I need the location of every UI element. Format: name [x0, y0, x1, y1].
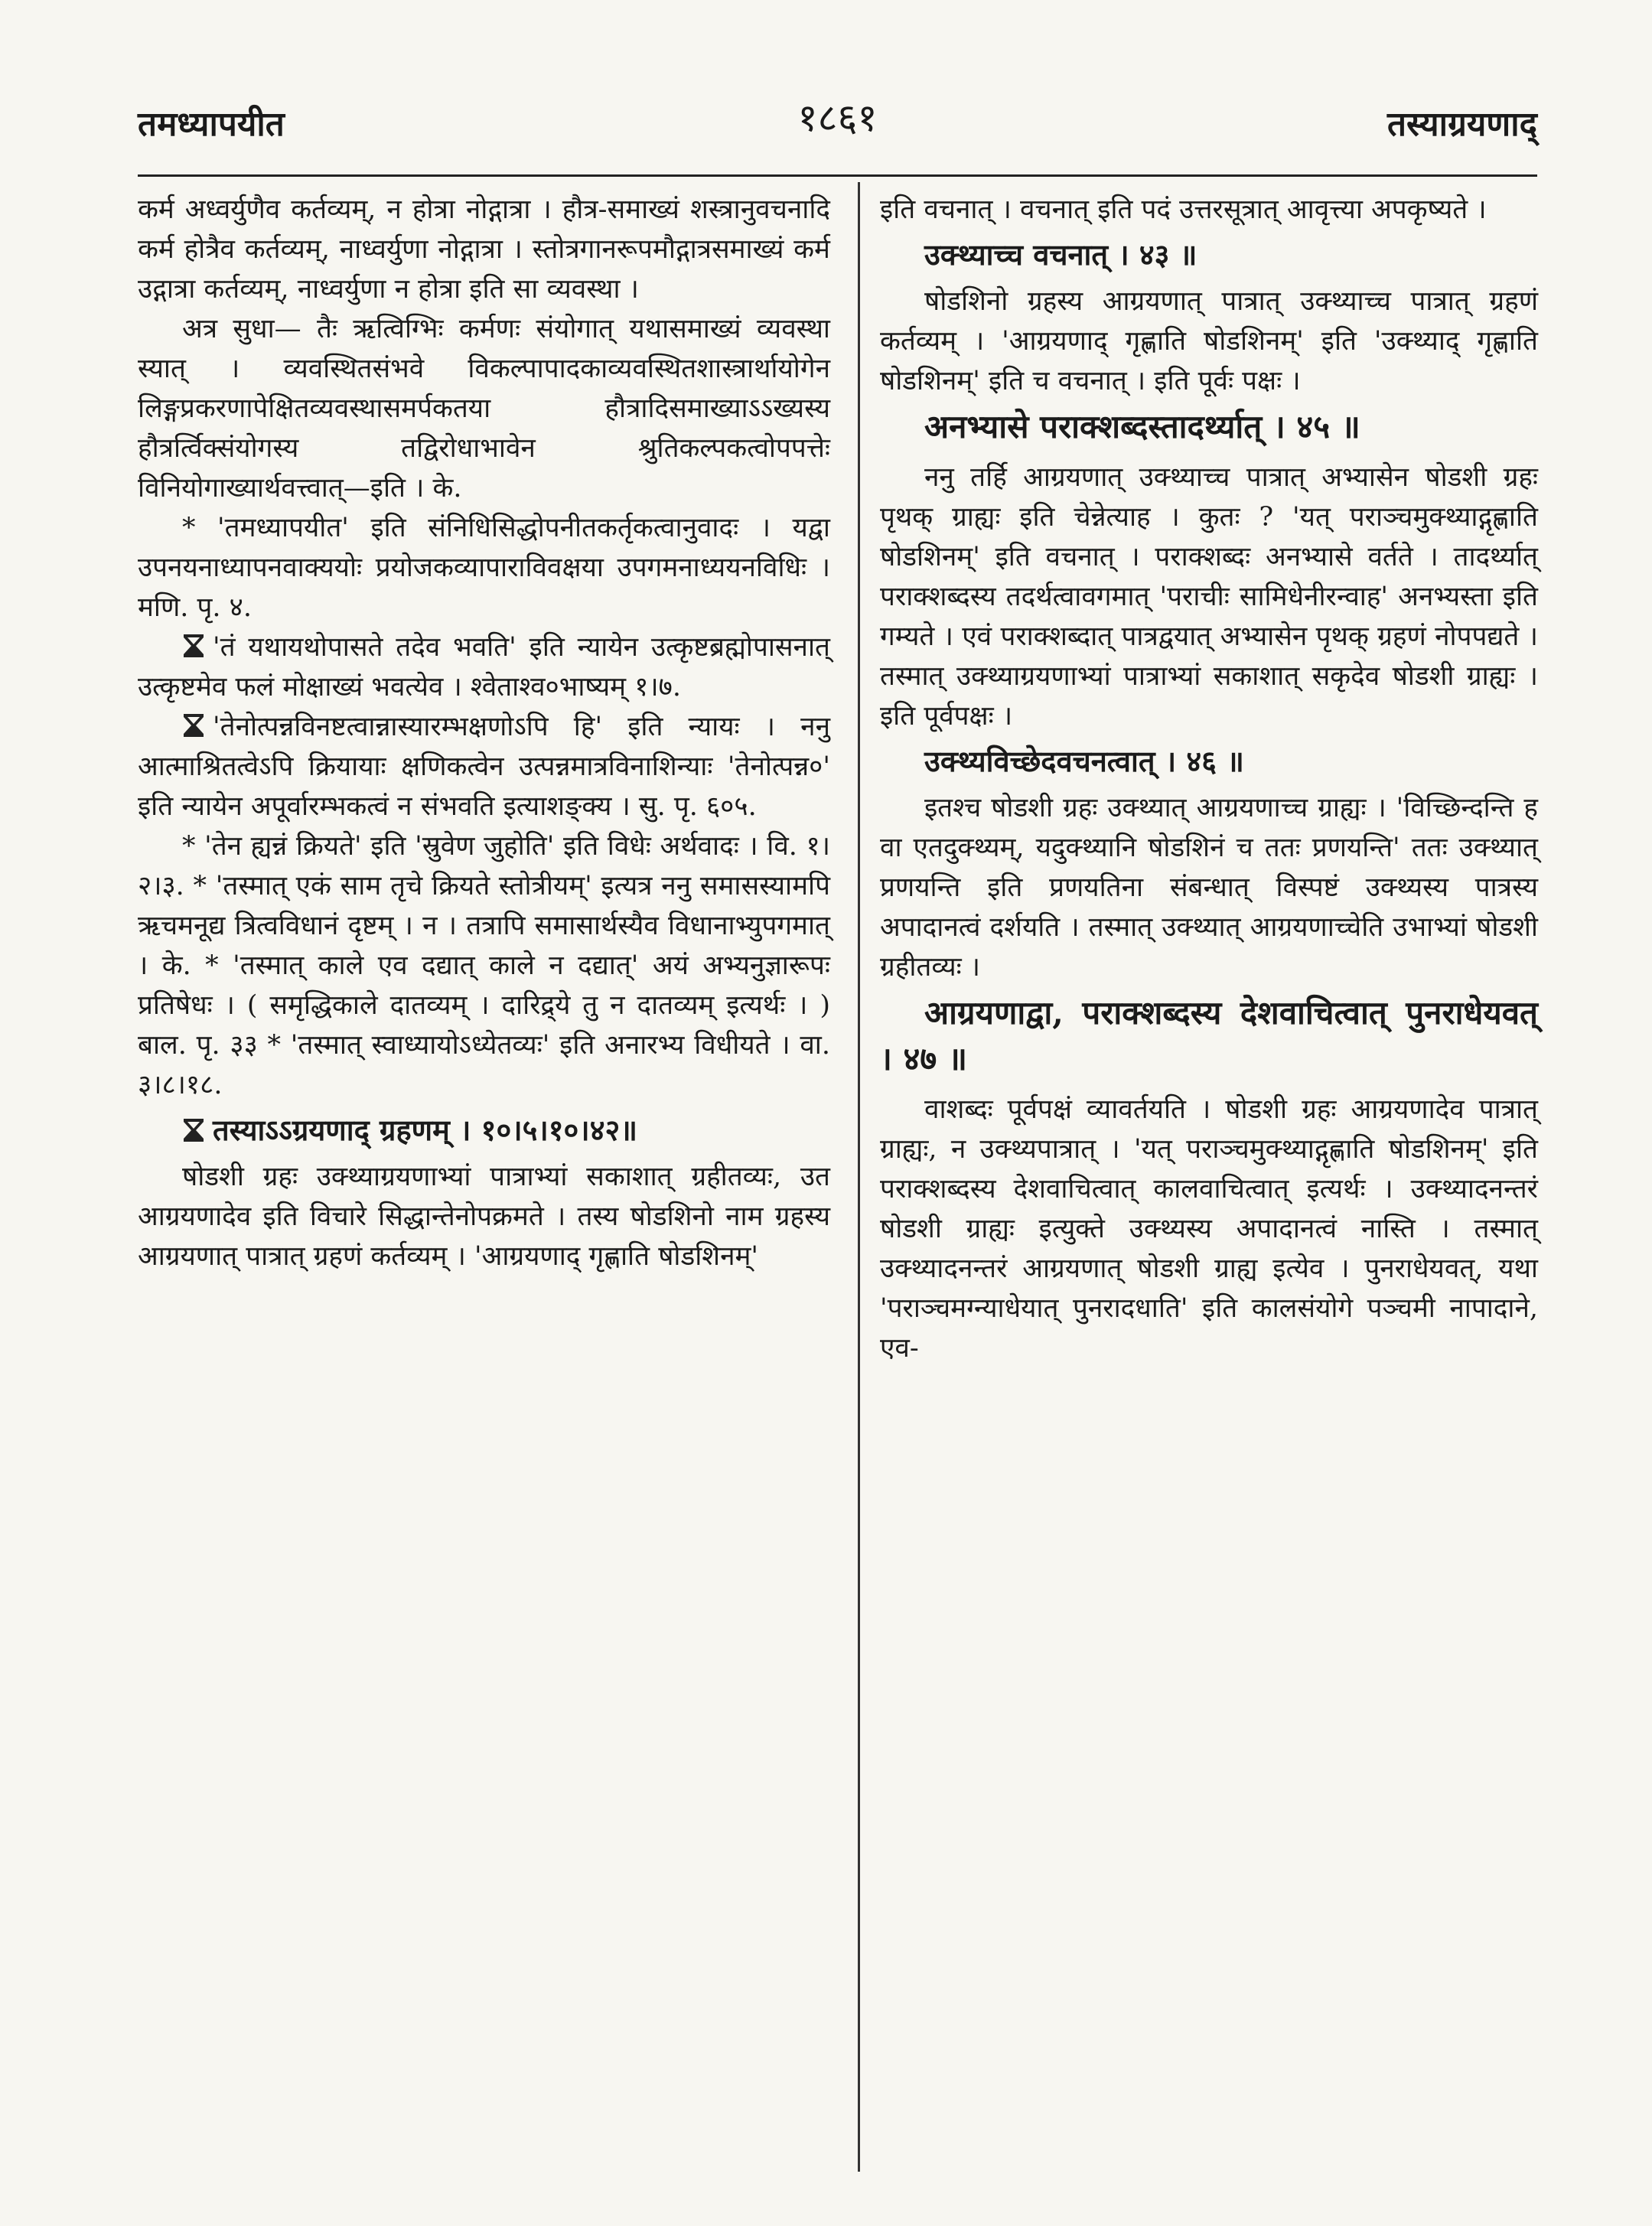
left-paragraph-4	[138, 627, 830, 707]
left-paragraph-5-text: 'तेनोत्पन्नविनष्टत्वान्नास्यारम्भक्षणोऽपि हि' इति न्यायः । ननु आत्माश्रितत्वेऽपि क्रियायाः क्षणिकत्वेन उत्पन्नमात्रविनाशिन्याः 'तेनोत्पन्न०' इति न्यायेन अपूर्वारम्भकत्वं न संभवति इत्याशङ्क्य । सु. पृ. ६०५.	[138, 712, 830, 822]
page-header	[138, 96, 1537, 161]
right-paragraph-3: ननु तर्हि आग्रयणात् उक्थ्याच्च पात्रात् अभ्यासेन षोडशी ग्रहः पृथक् ग्राह्यः इति चेन्नेत्याह । कुतः ? 'यत् पराञ्चमुक्थ्याद्गृह्णाति षोडशिनम्' इति वचनात् । पराक्शब्दः अनभ्यासे वर्तते । तादर्थ्यात् पराक्शब्दस्य तदर्थत्वावगमात् 'पराचीः सामिधेनीरन्वाह' अनभ्यस्ता इति गम्यते । एवं पराक्शब्दात् पात्रद्वयात् अभ्यासेन पृथक् ग्रहणं नोपपद्यते । तस्मात् उक्थ्याग्रयणाभ्यां पात्राभ्यां सकाशात् सकृदेव षोडशी ग्राह्यः । इति पूर्वपक्षः ।	[880, 462, 1538, 732]
left-paragraph-8: षोडशी ग्रहः उक्थ्याग्रयणाभ्यां पात्राभ्यां सकाशात् ग्रहीतव्यः, उत आग्रयणादेव इति विचारे सिद्धान्तेनोपक्रमते । तस्य षोडशिनो नाम ग्रहस्य आग्रयणात् पात्रात् ग्रहणं कर्तव्यम् । 'आग्रयणाद् गृह्णाति षोडशिनम्'	[138, 1162, 830, 1272]
sutra-heading-46: उक्थ्यविच्छेदवचनत्वात् । ४६ ॥	[924, 744, 1244, 778]
left-paragraph-6: * 'तेन ह्यन्नं क्रियते' इति 'स्रुवेण जुहोति' इति विधेः अर्थवादः । वि. १।२।३. * 'तस्मात् एकं साम तृचे क्रियते स्तोत्रीयम्' इत्यत्र ननु समासस्यामपि ऋचमनूद्य त्रित्वविधानं दृष्टम् । न । तत्रापि समासार्थस्यैव विधानाभ्युपगमात् । के. * 'तस्मात् काले एव दद्यात् काले न दद्यात्' अयं अभ्यनुज्ञारूपः प्रतिषेधः । ( समृद्धिकाले दातव्यम् । दारिद्र्ये तु न दातव्यम् इत्यर्थः । ) बाल. पृ. ३३ * 'तस्मात् स्वाध्यायोऽध्येतव्यः' इति अनारभ्य विधीयते । वा. ३।८।१८.	[138, 831, 830, 1100]
hourglass-mark-icon	[182, 1117, 205, 1143]
left-column	[138, 190, 830, 1276]
sutra-heading-43: उक्थ्याच्च वचनात् । ४३ ॥	[924, 237, 1197, 272]
right-paragraph-5: वाशब्दः पूर्वपक्षं व्यावर्तयति । षोडशी ग्रहः आग्रयणादेव पात्रात् ग्राह्यः, न उक्थ्यपात्रात् । 'यत् पराञ्चमुक्थ्याद्गृह्णाति षोडशिनम्' इति पराक्शब्दस्य देशवाचित्वात् कालवाचित्वात् इत्यर्थः । उक्थ्यादनन्तरं षोडशी ग्राह्यः इत्युक्ते उक्थ्यस्य अपादानत्वं नास्ति । तस्मात् उक्थ्यादनन्तरं आग्रयणात् षोडशी ग्राह्य इत्येव । पुनराधेयवत्, यथा 'पराञ्चमग्न्याधेयात् पुनरादधाति' इति कालसंयोगे पञ्चमी नापादाने, एव-	[880, 1094, 1538, 1364]
right-column	[880, 190, 1538, 1368]
hourglass-mark-icon	[182, 712, 205, 738]
left-paragraph-2: अत्र सुधा— तैः ऋत्विग्भिः कर्मणः संयोगात् यथासमाख्यं व्यवस्था स्यात् । व्यवस्थितसंभवे विकल्पापादकाव्यवस्थितशास्त्रार्थायोगेन लिङ्गप्रकरणापेक्षितव्यवस्थासमर्पकतया हौत्रादिसमाख्याऽऽख्यस्य हौत्रर्त्विक्संयोगस्य तद्विरोधाभावेन श्रुतिकल्पकत्वोपपत्तेः विनियोगाख्यार्थवत्त्वात्—इति । के.	[138, 314, 830, 504]
left-paragraph-4-text: 'तं यथायथोपासते तदेव भवति' इति न्यायेन उत्कृष्टब्रह्मोपासनात् उत्कृष्टमेव फलं मोक्षाख्यं भवत्येव । श्वेताश्व०भाष्यम् १।७.	[138, 632, 830, 702]
right-paragraph-2: षोडशिनो ग्रहस्य आग्रयणात् पात्रात् उक्थ्याच्च पात्रात् ग्रहणं कर्तव्यम् । 'आग्रयणाद् गृह्णाति षोडशिनम्' इति 'उक्थ्याद् गृह्णाति षोडशिनम्' इति च वचनात् । इति पूर्वः पक्षः ।	[880, 286, 1538, 396]
left-section-heading	[138, 1110, 830, 1151]
column-divider	[858, 182, 860, 2172]
left-paragraph-1: कर्म अध्वर्युणैव कर्तव्यम्, न होत्रा नोद्गात्रा । हौत्र-समाख्यं शस्त्रानुवचनादि कर्म होत्रैव कर्तव्यम्, नाध्वर्युणा नोद्गात्रा । स्तोत्रगानरूपमौद्गात्रसमाख्यं कर्म उद्गात्रा कर्तव्यम्, नाध्वर्युणा न होत्रा इति सा व्यवस्था ।	[138, 194, 830, 305]
header-rule	[138, 174, 1537, 177]
left-section-heading-text: तस्याऽऽग्रयणाद् ग्रहणम् । १०।५।१०।४२॥	[213, 1113, 637, 1147]
left-paragraph-3: * 'तमध्यापयीत' इति संनिधिसिद्धोपनीतकर्तृकत्वानुवादः । यद्वा उपनयनाध्यापनवाक्ययोः प्रयोजकव्यापाराविवक्षया उपगमनाध्ययनविधिः । मणि. पृ. ४.	[138, 513, 830, 623]
hourglass-mark-icon	[182, 633, 205, 659]
right-paragraph-4: इतश्च षोडशी ग्रहः उक्थ्यात् आग्रयणाच्च ग्राह्यः । 'विच्छिन्दन्ति ह वा एतदुक्थ्यम्, यदुक्थ्यानि षोडशिनं च ततः प्रणयन्ति' ततः उक्थ्यात् प्रणयन्ति इति प्रणयतिना संबन्धात् विस्पष्टं उक्थ्यस्य पात्रस्य अपादानत्वं दर्शयति । तस्मात् उक्थ्यात् आग्रयणाच्चेति उभाभ्यां षोडशी ग्रहीतव्यः ।	[880, 793, 1538, 983]
left-paragraph-5	[138, 707, 830, 826]
sutra-heading-47: आग्रयणाद्वा, पराक्शब्दस्य देशवाचित्वात् पुनराधेयवत् । ४७ ॥	[880, 994, 1538, 1077]
sutra-heading-45: अनभ्यासे पराक्शब्दस्तादर्थ्यात् । ४५ ॥	[924, 408, 1360, 445]
right-paragraph-1: इति वचनात् । वचनात् इति पदं उत्तरसूत्रात् आवृत्त्या अपकृष्यते ।	[880, 194, 1487, 225]
page-number: १८६१	[797, 96, 878, 140]
header-left-title: तमध्यापयीत	[138, 105, 285, 144]
header-right-title: तस्याग्रयणाद्	[1386, 105, 1537, 144]
